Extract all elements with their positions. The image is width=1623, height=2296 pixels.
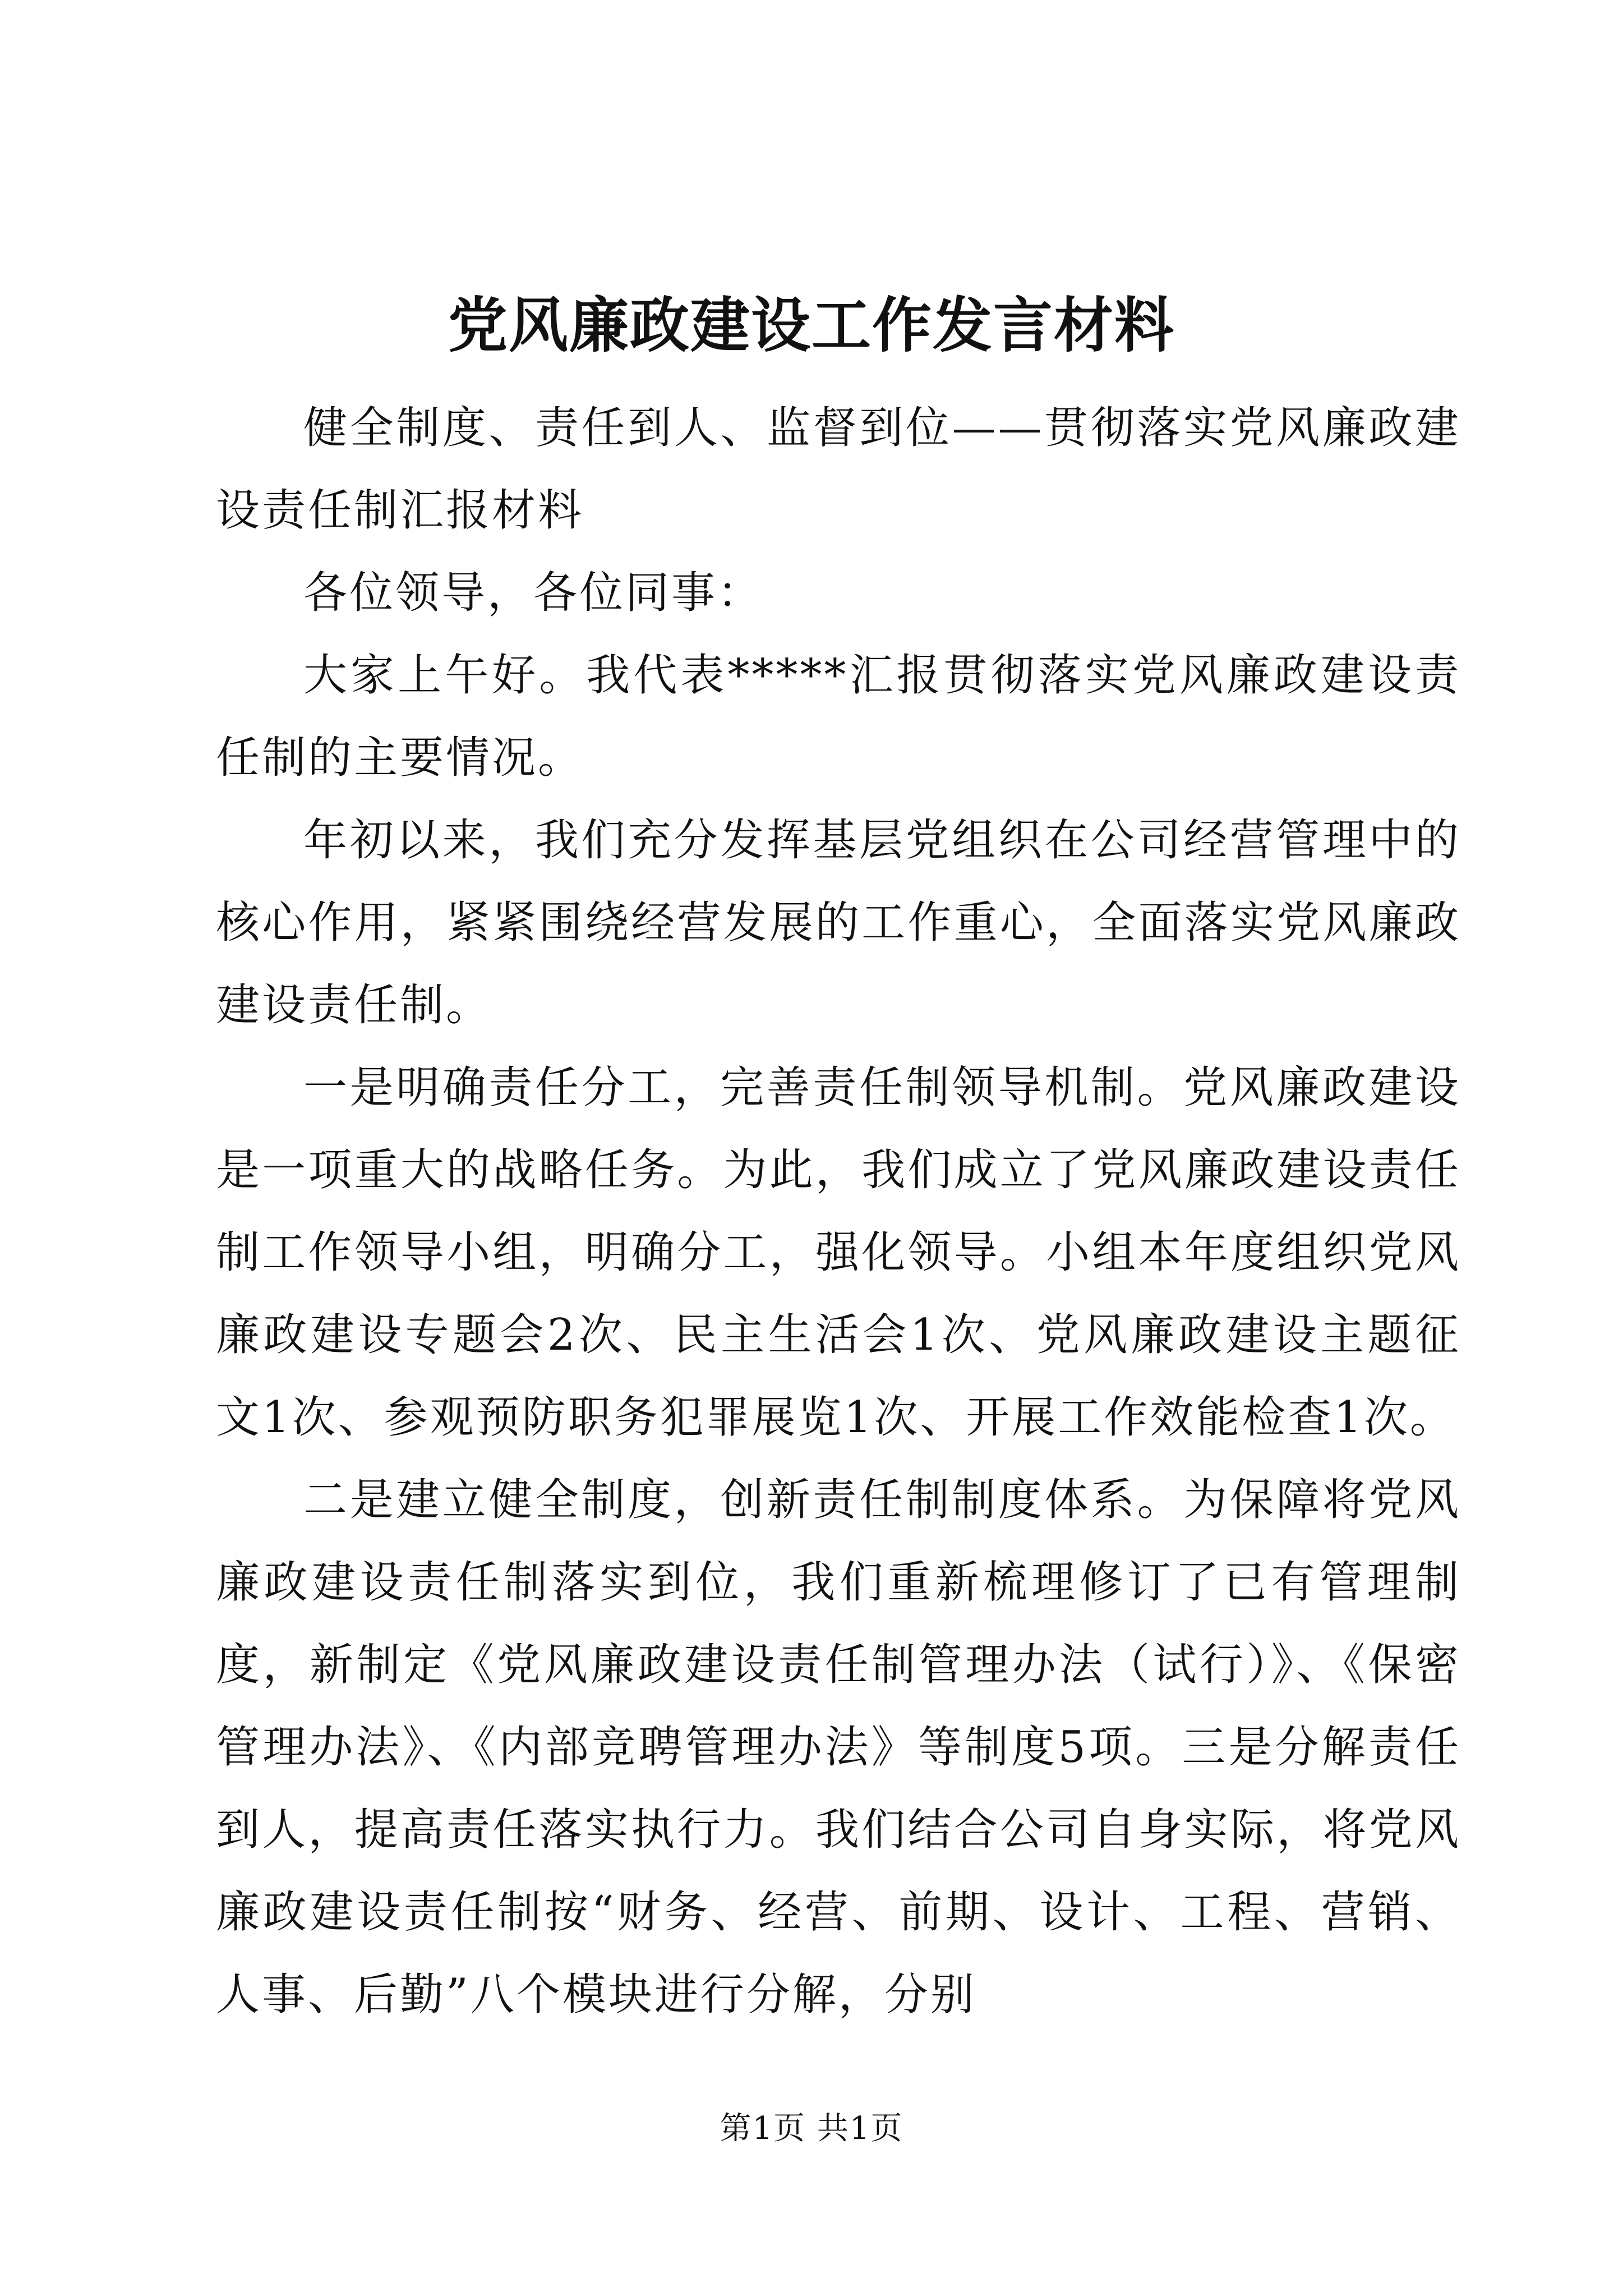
- document-title: 党风廉政建设工作发言材料: [448, 290, 1175, 360]
- page-footer: 第1页 共1页: [720, 2110, 903, 2147]
- paragraph-point-two-three: 二是建立健全制度，创新责任制制度体系。为保障将党风廉政建设责任制落实到位，我们重新梳理修订了已有管理制度，新制定《党风廉政建设责任制管理办法（试行）》、《保密管理办法》、《内部竞聘管理办法》等制度5项。三是分解责任到人，提高责任落实执行力。我们结合公司自身实际，将党风廉政建设责任制按“财务、经营、前期、设计、工程、营销、人事、后勤”八个模块进行分解，分别: [216, 1475, 1461, 2020]
- paragraph-subtitle: 健全制度、责任到人、监督到位——贯彻落实党风廉政建设责任制汇报材料: [216, 403, 1461, 536]
- document-body: [216, 387, 1461, 2036]
- paragraph-intro: 年初以来，我们充分发挥基层党组织在公司经营管理中的核心作用，紧紧围绕经营发展的工作重心，全面落实党风廉政建设责任制。: [216, 815, 1461, 1030]
- paragraph-point-one: 一是明确责任分工，完善责任制领导机制。党风廉政建设是一项重大的战略任务。为此，我们成立了党风廉政建设责任制工作领导小组，明确分工，强化领导。小组本年度组织党风廉政建设专题会2次、民主生活会1次、党风廉政建设主题征文1次、参观预防职务犯罪展览1次、开展工作效能检查1次。: [216, 1062, 1461, 1443]
- paragraph-greeting: 大家上午好。我代表*****汇报贯彻落实党风廉政建设责任制的主要情况。: [216, 650, 1461, 783]
- paragraph-salutation: 各位领导，各位同事：: [303, 568, 764, 618]
